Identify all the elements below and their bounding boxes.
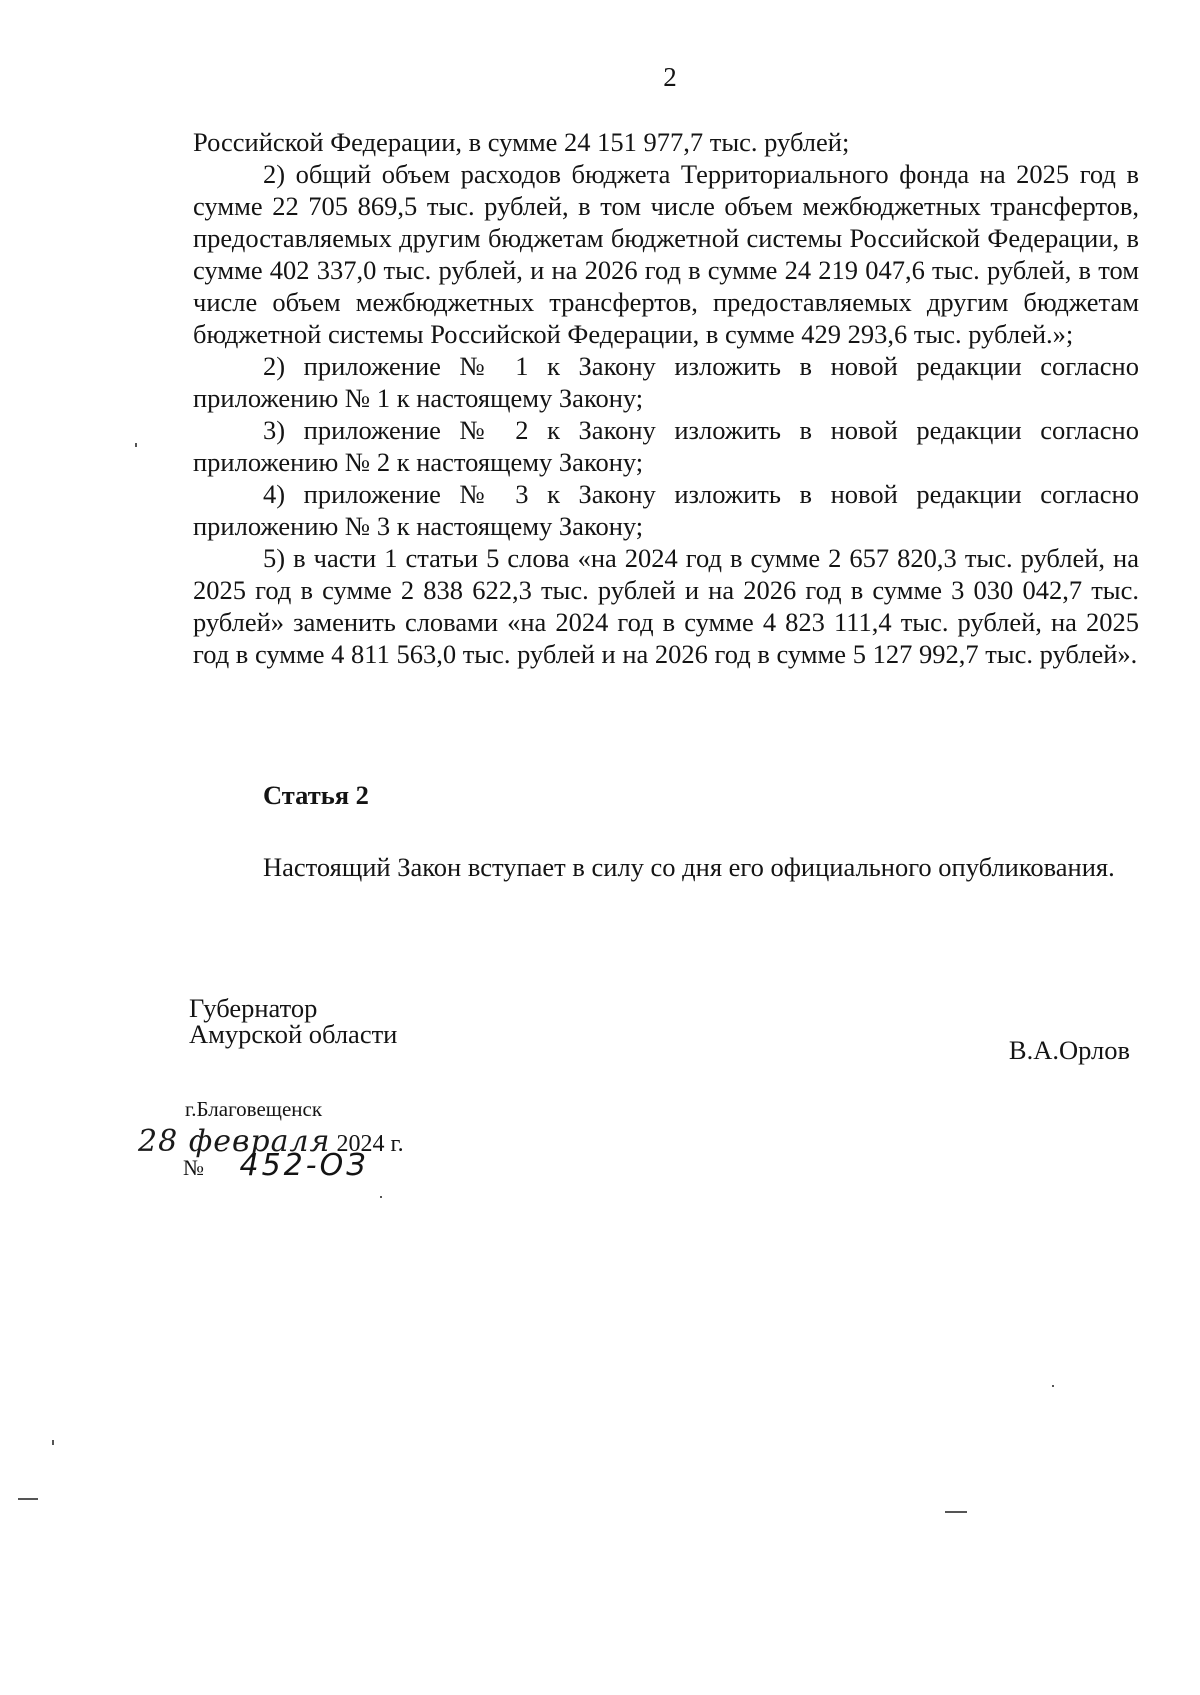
number-label: №: [183, 1155, 204, 1180]
paragraph-article-5-amendment: 5) в части 1 статьи 5 слова «на 2024 год в сумме 2 657 820,3 тыс. рублей, на 2025 год в сумме 2 838 622,3 тыс. рублей и на 2026 год в сумме 3 030 042,7 тыс. рублей» заменить словами «на 2024 год в сумме 4 823 111,4 тыс. рублей, на 2025 год в сумме 4 811 563,0 тыс. рублей и на 2026 год в сумме 5 127 992,7 тыс. рублей».: [193, 543, 1139, 669]
signature-title: [189, 995, 397, 1047]
page-number: 2: [663, 62, 677, 92]
article-text: Настоящий Закон вступает в силу со дня его официального опубликования.: [263, 852, 1115, 882]
paragraph-appendix-3: 4) приложение № 3 к Закону изложить в новой редакции согласно приложению № 3 к настоящему Закону;: [193, 479, 1139, 541]
paragraph-appendix-2: 3) приложение № 2 к Закону изложить в новой редакции согласно приложению № 2 к настоящему Закону;: [193, 415, 1139, 477]
signature-title-line-1: Губернатор: [189, 993, 318, 1023]
scan-mark: [380, 1196, 382, 1198]
scan-mark: [1052, 1385, 1054, 1387]
signatory-name: В.А.Орлов: [1008, 1035, 1130, 1065]
handwritten-date: 28 февраля: [138, 1124, 331, 1159]
scan-mark: [945, 1511, 967, 1513]
handwritten-law-number: 452-ОЗ: [239, 1148, 369, 1183]
printed-year: 2024 г.: [336, 1131, 404, 1157]
article-heading: Статья 2: [263, 780, 369, 810]
scan-mark: [135, 443, 137, 447]
signature-title-line-2: Амурской области: [189, 1019, 398, 1049]
place-city: г.Благовещенск: [185, 1097, 323, 1121]
body-text: [193, 126, 1139, 670]
paragraph-expenses: 2) общий объем расходов бюджета Территориального фонда на 2025 год в сумме 22 705 869,5 тыс. рублей, в том числе объем межбюджетных трансфертов, предоставляемых другим бюджетам бюджетной системы Российской Федерации, в сумме 402 337,0 тыс. рублей, и на 2026 год в сумме 24 219 047,6 тыс. рублей, в том числе объем межбюджетных трансфертов, предоставляемых другим бюджетам бюджетной системы Российской Федерации, в сумме 429 293,6 тыс. рублей.»;: [193, 159, 1139, 349]
paragraph-continuation: Российской Федерации, в сумме 24 151 977,7 тыс. рублей;: [193, 127, 850, 157]
scan-mark: [18, 1498, 38, 1500]
number-line: [183, 1148, 368, 1183]
scan-mark: [52, 1440, 54, 1445]
paragraph-appendix-1: 2) приложение № 1 к Закону изложить в новой редакции согласно приложению № 1 к настоящему Закону;: [193, 351, 1139, 413]
